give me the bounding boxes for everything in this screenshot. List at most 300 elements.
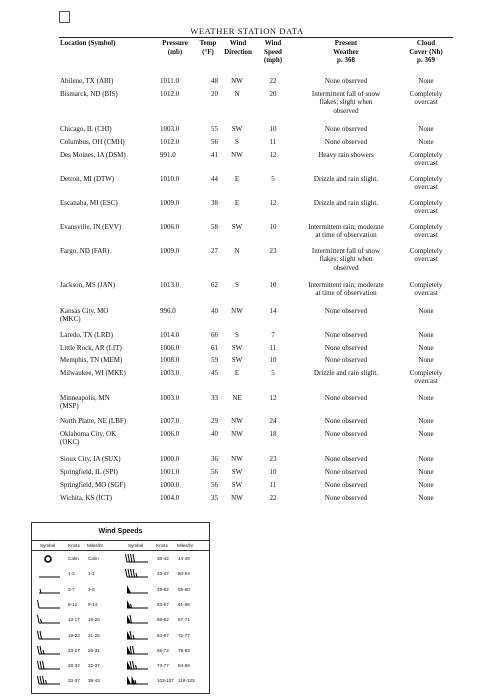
cloud-cover-cell-line: None: [418, 307, 434, 315]
wind-barb-icon: [124, 660, 150, 671]
present-weather-cell-line: None observed: [324, 356, 368, 364]
wind-speed-cell: 12: [269, 199, 277, 207]
pressure-cell: 1006.0: [160, 344, 180, 352]
legend-knots: 38-42: [157, 556, 169, 561]
temp-cell: 40: [211, 430, 218, 438]
cloud-cover-cell: [400, 430, 452, 438]
present-weather-cell-line: None observed: [324, 344, 368, 352]
location-cell-line: Evansville, IN (EVV): [60, 223, 122, 231]
wind-speed-cell: 7: [271, 331, 275, 339]
cloud-cover-cell: [400, 247, 452, 264]
location-cell: [60, 90, 155, 98]
wind-direction-cell: NW: [231, 77, 243, 85]
pressure-cell: 1003.0: [160, 125, 180, 133]
present-weather-cell-line: Heavy rain showers: [318, 151, 374, 159]
legend-header-knots-left: Knots: [68, 543, 80, 548]
legend-mph: 84-89: [178, 663, 190, 669]
legend-knots: 58-62: [157, 617, 169, 623]
present-weather-cell: [294, 455, 398, 463]
page-title: WEATHER STATION DATA: [190, 26, 304, 36]
pressure-cell: 1003.0: [160, 369, 180, 377]
cloud-cover-cell-line: Completely: [409, 199, 443, 207]
temp-cell: 66: [211, 331, 218, 339]
present-weather-cell-line: None observed: [324, 138, 368, 146]
wind-speed-cell: 24: [269, 417, 277, 425]
present-weather-cell-line: None observed: [324, 77, 368, 85]
legend-knots: 8-12: [68, 601, 78, 607]
legend-header-symbol-right: Symbol: [128, 543, 144, 548]
present-weather-cell: [294, 356, 398, 364]
temp-cell: 44: [211, 175, 218, 183]
barb-pennant: [132, 676, 136, 684]
present-weather-cell-line: flakes; slight when: [319, 255, 373, 264]
cloud-cover-cell-line: None: [418, 455, 434, 463]
temp-cell: 33: [211, 394, 218, 402]
cloud-cover-cell: [400, 175, 452, 192]
location-cell-line: North Platte, NE (LBF): [60, 417, 127, 425]
cloud-cover-cell: [400, 151, 452, 168]
location-cell-line: Des Moines, IA (DSM): [60, 151, 126, 159]
present-weather-cell-line: None observed: [324, 394, 368, 402]
cloud-cover-cell-line: Completely: [409, 90, 443, 98]
present-weather-cell: [294, 369, 398, 377]
legend-header-symbol-left: Symbol: [40, 543, 56, 548]
wind-direction-cell: NW: [231, 455, 243, 463]
legend-row: [32, 568, 209, 579]
wind-direction-cell: SW: [231, 125, 243, 133]
wind-direction-cell: E: [234, 175, 240, 183]
cloud-cover-cell: [400, 455, 452, 463]
cloud-cover-cell: [400, 356, 452, 364]
legend-rule-header: [32, 550, 209, 551]
header-wind-speed: Wind Speed (mph): [263, 39, 283, 64]
cloud-cover-cell: [400, 369, 452, 386]
wind-speed-cell: 5: [271, 175, 275, 183]
barb-full: [133, 569, 135, 577]
pressure-cell: 1000.0: [160, 481, 180, 489]
location-cell: [60, 494, 155, 502]
pressure-cell: 1011.0: [160, 77, 179, 85]
legend-header-knots-right: Knots: [156, 543, 168, 548]
legend-row: [32, 584, 209, 595]
wind-speed-cell: 23: [269, 455, 277, 463]
temp-cell: 58: [211, 223, 218, 231]
location-cell: [60, 344, 155, 352]
temp-cell: 56: [211, 138, 218, 146]
wind-speed-legend: [31, 522, 210, 694]
select-checkbox[interactable]: [59, 11, 70, 23]
present-weather-cell: [294, 344, 398, 352]
wind-direction-cell: SW: [231, 468, 243, 476]
wind-speed-cell: 5: [271, 369, 275, 377]
present-weather-cell-line: Drizzle and rain slight.: [313, 199, 379, 207]
barb-full: [131, 554, 133, 562]
wind-direction-cell: NW: [231, 494, 243, 502]
legend-knots: 33-37: [68, 678, 80, 684]
location-cell-line: Fargo, ND (FAR): [60, 247, 110, 255]
wind-barb-icon: [124, 614, 150, 625]
pressure-cell: 1003.0: [160, 394, 180, 402]
present-weather-cell-line: None observed: [324, 494, 368, 502]
present-weather-cell-line: flakes; slight when: [319, 98, 373, 107]
location-cell: [60, 199, 155, 207]
cloud-cover-cell: [400, 125, 452, 133]
wind-speed-cell: 22: [269, 494, 277, 502]
wind-speed-cell: 12: [269, 394, 277, 402]
cloud-cover-cell-line: None: [418, 344, 434, 352]
cloud-cover-cell-line: None: [418, 430, 434, 438]
location-cell-line: Wichita, KS (ICT): [60, 494, 113, 502]
wind-speed-cell: 14: [269, 307, 277, 315]
wind-speed-cell: 23: [269, 247, 277, 255]
legend-rule-top: [32, 540, 209, 541]
present-weather-cell: [294, 77, 398, 85]
present-weather-cell: [294, 175, 398, 183]
wind-direction-cell: NW: [231, 307, 243, 315]
temp-cell: 38: [211, 199, 218, 207]
cloud-cover-cell-line: Completely: [409, 151, 443, 159]
wind-speed-cell: 22: [269, 77, 277, 85]
legend-knots: 43-47: [157, 571, 169, 577]
location-cell-line: Jackson, MS (JAN): [60, 281, 116, 289]
location-cell: [60, 247, 155, 255]
present-weather-cell: [294, 281, 398, 298]
location-cell-line: (MSP): [60, 402, 79, 411]
present-weather-cell-line: None observed: [324, 468, 368, 476]
cloud-cover-cell-line: Completely: [409, 281, 443, 289]
present-weather-cell: [294, 394, 398, 402]
cloud-cover-cell-line: overcast: [414, 377, 438, 386]
legend-title: Wind Speeds: [98, 528, 143, 535]
present-weather-cell-line: Drizzle and rain slight.: [313, 369, 379, 377]
cloud-cover-cell: [400, 199, 452, 216]
cloud-cover-cell-line: overcast: [414, 289, 438, 298]
pressure-cell: 1014.0: [160, 331, 180, 339]
pressure-cell: 1006.0: [160, 223, 180, 231]
cloud-cover-cell-line: Completely: [409, 369, 443, 377]
cloud-cover-cell: [400, 481, 452, 489]
present-weather-cell: [294, 247, 398, 272]
present-weather-cell-line: observed: [333, 106, 359, 115]
wind-speed-cell: 20: [269, 90, 277, 98]
location-cell-line: Milwaukee, WI (MKE): [60, 369, 126, 377]
present-weather-cell-line: Intermittent rain; moderate: [308, 223, 384, 231]
barb-pennant: [127, 600, 131, 608]
location-cell-line: Springfield, MO (SGF): [60, 481, 126, 489]
location-cell-line: (MKC): [60, 315, 81, 324]
cloud-cover-cell-line: None: [418, 481, 434, 489]
present-weather-cell-line: Drizzle and rain slight.: [313, 175, 379, 183]
cloud-cover-cell-line: overcast: [414, 231, 438, 240]
location-cell-line: Escanaba, MI (ESC): [60, 199, 118, 207]
wind-speed-cell: 10: [269, 281, 277, 289]
location-cell-line: Little Rock, AR (LIT): [60, 344, 122, 352]
cloud-cover-cell: [400, 281, 452, 298]
temp-cell: 35: [211, 494, 218, 502]
cloud-cover-cell: [400, 307, 452, 315]
temp-cell: 59: [211, 356, 218, 364]
location-cell: [60, 417, 155, 425]
wind-direction-cell: SW: [231, 344, 243, 352]
temp-cell: 62: [211, 281, 218, 289]
pressure-cell: 1006.0: [160, 430, 180, 438]
location-cell: [60, 281, 155, 289]
legend-knots: 23-27: [68, 647, 80, 653]
legend-header-mph-right: Miles/hr.: [177, 543, 195, 548]
legend-mph: 3-8: [88, 586, 95, 592]
legend-mph: 50-54: [178, 571, 190, 577]
location-cell: [60, 125, 155, 133]
location-cell-line: Bismarck, ND (BIS): [60, 90, 118, 98]
location-cell: [60, 331, 155, 339]
legend-knots: 48-52: [157, 586, 169, 592]
legend-row: [32, 660, 209, 671]
cloud-cover-cell: [400, 138, 452, 146]
barb-full: [131, 569, 133, 577]
cloud-cover-cell-line: None: [418, 356, 434, 364]
header-location: Location (Symbol): [60, 39, 116, 47]
temp-cell: 41: [211, 151, 218, 159]
present-weather-cell-line: at time of observation: [315, 231, 377, 240]
barb-full: [128, 554, 130, 562]
present-weather-cell-line: Intermittent fall of snow: [311, 247, 381, 255]
wind-speed-cell: 10: [269, 223, 277, 231]
legend-mph: 26-31: [88, 647, 100, 653]
pressure-cell: 1004.0: [160, 494, 180, 502]
legend-header-mph-left: Miles/hr.: [87, 543, 105, 548]
location-cell: [60, 356, 155, 364]
wind-direction-cell: E: [234, 369, 240, 377]
pressure-cell: 1007.0: [160, 417, 180, 425]
wind-speed-cell: 10: [269, 468, 277, 476]
location-cell: [60, 455, 155, 463]
temp-cell: 56: [211, 481, 218, 489]
legend-knots: 13-17: [68, 617, 80, 623]
wind-barb-icon: [124, 630, 150, 641]
wind-speed-cell: 11: [269, 344, 277, 352]
barb-pennant: [127, 676, 131, 684]
barb-half: [136, 573, 137, 577]
cloud-cover-cell: [400, 394, 452, 402]
temp-cell: 20: [211, 90, 218, 98]
cloud-cover-cell-line: None: [418, 394, 434, 402]
legend-row: [32, 614, 209, 625]
wind-direction-cell: N: [234, 90, 240, 98]
legend-mph: 119-123: [178, 678, 195, 684]
present-weather-cell: [294, 417, 398, 425]
pressure-cell: 1000.0: [160, 455, 180, 463]
legend-mph: Calm: [88, 556, 99, 561]
present-weather-cell-line: Intermittent fall of snow: [311, 90, 381, 98]
present-weather-cell-line: Intermittent rain; moderate: [308, 281, 384, 289]
barb-full: [133, 661, 135, 669]
location-cell-line: Springfield, IL (SPI): [60, 468, 118, 476]
cloud-cover-cell-line: None: [418, 468, 434, 476]
location-cell: [60, 77, 155, 85]
legend-mph: 61-66: [178, 601, 190, 607]
pressure-cell: 1009.0: [160, 247, 180, 255]
barb-half: [136, 665, 137, 669]
present-weather-cell-line: None observed: [324, 417, 368, 425]
location-cell: [60, 223, 155, 231]
present-weather-cell-line: None observed: [324, 331, 368, 339]
legend-knots: 28-32: [68, 663, 80, 669]
temp-cell: 61: [211, 344, 218, 352]
legend-knots: 73-77: [157, 663, 169, 669]
wind-speed-cell: 11: [269, 481, 277, 489]
barb-pennant: [127, 585, 131, 593]
cloud-cover-cell-line: overcast: [414, 159, 438, 168]
location-cell-line: Minneapolis, MN: [60, 394, 110, 402]
wind-speed-cell: 10: [269, 125, 277, 133]
temp-cell: 29: [211, 417, 218, 425]
location-cell-line: Columbus, OH (CMH): [60, 138, 125, 146]
location-cell: [60, 394, 155, 411]
legend-knots: 63-67: [157, 632, 169, 638]
legend-knots: 53-57: [157, 601, 169, 607]
cloud-cover-cell: [400, 223, 452, 240]
wind-barb-icon: [124, 553, 150, 564]
temp-cell: 56: [211, 468, 218, 476]
location-cell-line: Memphis, TN (MEM): [60, 356, 123, 364]
barb-full: [128, 569, 130, 577]
temp-cell: 55: [211, 125, 218, 133]
wind-direction-cell: NW: [231, 430, 243, 438]
legend-mph: 9-14: [88, 601, 98, 607]
temp-cell: 36: [211, 455, 218, 463]
wind-speed-cell: 18: [269, 430, 277, 438]
legend-knots: 18-22: [68, 632, 80, 638]
wind-direction-cell: N: [234, 247, 240, 255]
present-weather-cell-line: None observed: [324, 481, 368, 489]
legend-mph: 67-71: [178, 617, 190, 623]
legend-row: [32, 599, 209, 610]
legend-knots: 1-2: [68, 571, 75, 577]
legend-mph: 21-25: [88, 632, 100, 638]
wind-direction-cell: SW: [231, 481, 243, 489]
header-pressure: Pressure (mb): [162, 39, 188, 56]
location-cell-line: Laredo, TX (LRD): [60, 331, 113, 339]
location-cell-line: Detroit, MI (DTW): [60, 175, 115, 183]
cloud-cover-cell-line: Completely: [409, 223, 443, 231]
legend-knots: 103-107: [157, 678, 174, 684]
pressure-cell: 1012.0: [160, 138, 180, 146]
cloud-cover-cell: [400, 494, 452, 502]
wind-direction-cell: NW: [231, 417, 243, 425]
legend-knots: 3-7: [68, 586, 75, 592]
pressure-cell: 1001.0: [160, 468, 180, 476]
pressure-cell: 1012.0: [160, 90, 180, 98]
wind-speed-cell: 12: [269, 151, 277, 159]
location-cell: [60, 175, 155, 183]
location-cell: [60, 307, 155, 324]
legend-knots: 68-72: [157, 647, 169, 653]
location-cell-line: Kansas City, MO: [60, 307, 109, 315]
wind-barb-icon: [124, 568, 150, 579]
temp-cell: 27: [211, 247, 218, 255]
header-temp: Temp (°F): [199, 39, 217, 56]
cloud-cover-cell-line: overcast: [414, 183, 438, 192]
present-weather-cell-line: None observed: [324, 125, 368, 133]
barb-half: [133, 635, 134, 639]
present-weather-cell: [294, 125, 398, 133]
cloud-cover-cell: [400, 417, 452, 425]
legend-knots: Calm: [68, 556, 79, 561]
cloud-cover-cell-line: None: [418, 331, 434, 339]
cloud-cover-cell-line: Completely: [409, 247, 443, 255]
pressure-cell: 991.0: [160, 151, 176, 159]
cloud-cover-cell-line: None: [418, 125, 434, 133]
wind-speed-cell: 11: [269, 138, 277, 146]
location-cell: [60, 369, 155, 377]
location-cell-line: Sioux City, IA (SUX): [60, 455, 121, 463]
present-weather-cell: [294, 199, 398, 207]
temp-cell: 40: [211, 307, 218, 315]
location-cell-line: (OKC): [60, 438, 80, 447]
pressure-cell: 1010.0: [160, 175, 180, 183]
barb-full: [126, 554, 128, 562]
present-weather-cell-line: None observed: [324, 307, 368, 315]
present-weather-cell-line: observed: [333, 263, 359, 272]
temp-cell: 45: [211, 369, 218, 377]
legend-mph: 38-43: [88, 678, 100, 684]
location-cell: [60, 138, 155, 146]
wind-direction-cell: NW: [231, 151, 243, 159]
header-present-weather: Present Weather p. 368: [333, 39, 359, 64]
location-cell-line: Abilene, TX (ABI): [60, 77, 114, 85]
temp-cell: 48: [211, 77, 218, 85]
cloud-cover-cell: [400, 468, 452, 476]
present-weather-cell: [294, 430, 398, 438]
header-wind-direction: Wind Direction: [224, 39, 252, 56]
wind-direction-cell: S: [235, 138, 239, 146]
header-cloud-cover: Cloud Cover (Nh) p. 369: [409, 39, 443, 64]
cloud-cover-cell-line: overcast: [414, 255, 438, 264]
wind-direction-cell: E: [234, 199, 240, 207]
present-weather-cell-line: None observed: [324, 455, 368, 463]
wind-direction-cell: NE: [232, 394, 242, 402]
location-cell-line: Oklahoma City, OK: [60, 430, 117, 438]
wind-direction-cell: S: [235, 331, 239, 339]
present-weather-cell: [294, 90, 398, 115]
legend-mph: 55-60: [178, 586, 190, 592]
barb-full: [133, 646, 135, 654]
wind-barb-icon: [124, 645, 150, 656]
cloud-cover-cell-line: None: [418, 494, 434, 502]
wind-direction-cell: SW: [231, 356, 243, 364]
present-weather-cell: [294, 307, 398, 315]
present-weather-cell: [294, 331, 398, 339]
cloud-cover-cell: [400, 331, 452, 339]
wind-direction-cell: SW: [231, 223, 243, 231]
barb-full: [133, 554, 135, 562]
wind-speed-cell: 10: [269, 356, 277, 364]
present-weather-cell: [294, 223, 398, 240]
cloud-cover-cell-line: None: [418, 138, 434, 146]
cloud-cover-cell: [400, 344, 452, 352]
present-weather-cell: [294, 481, 398, 489]
present-weather-cell: [294, 138, 398, 146]
present-weather-cell: [294, 494, 398, 502]
present-weather-cell-line: at time of observation: [315, 289, 377, 298]
legend-row: [32, 553, 209, 564]
legend-row: [32, 645, 209, 656]
location-cell: [60, 481, 155, 489]
legend-row: [32, 630, 209, 641]
wind-direction-cell: S: [235, 281, 239, 289]
table-top-rule: [59, 37, 453, 38]
wind-barb-icon: [124, 584, 150, 595]
